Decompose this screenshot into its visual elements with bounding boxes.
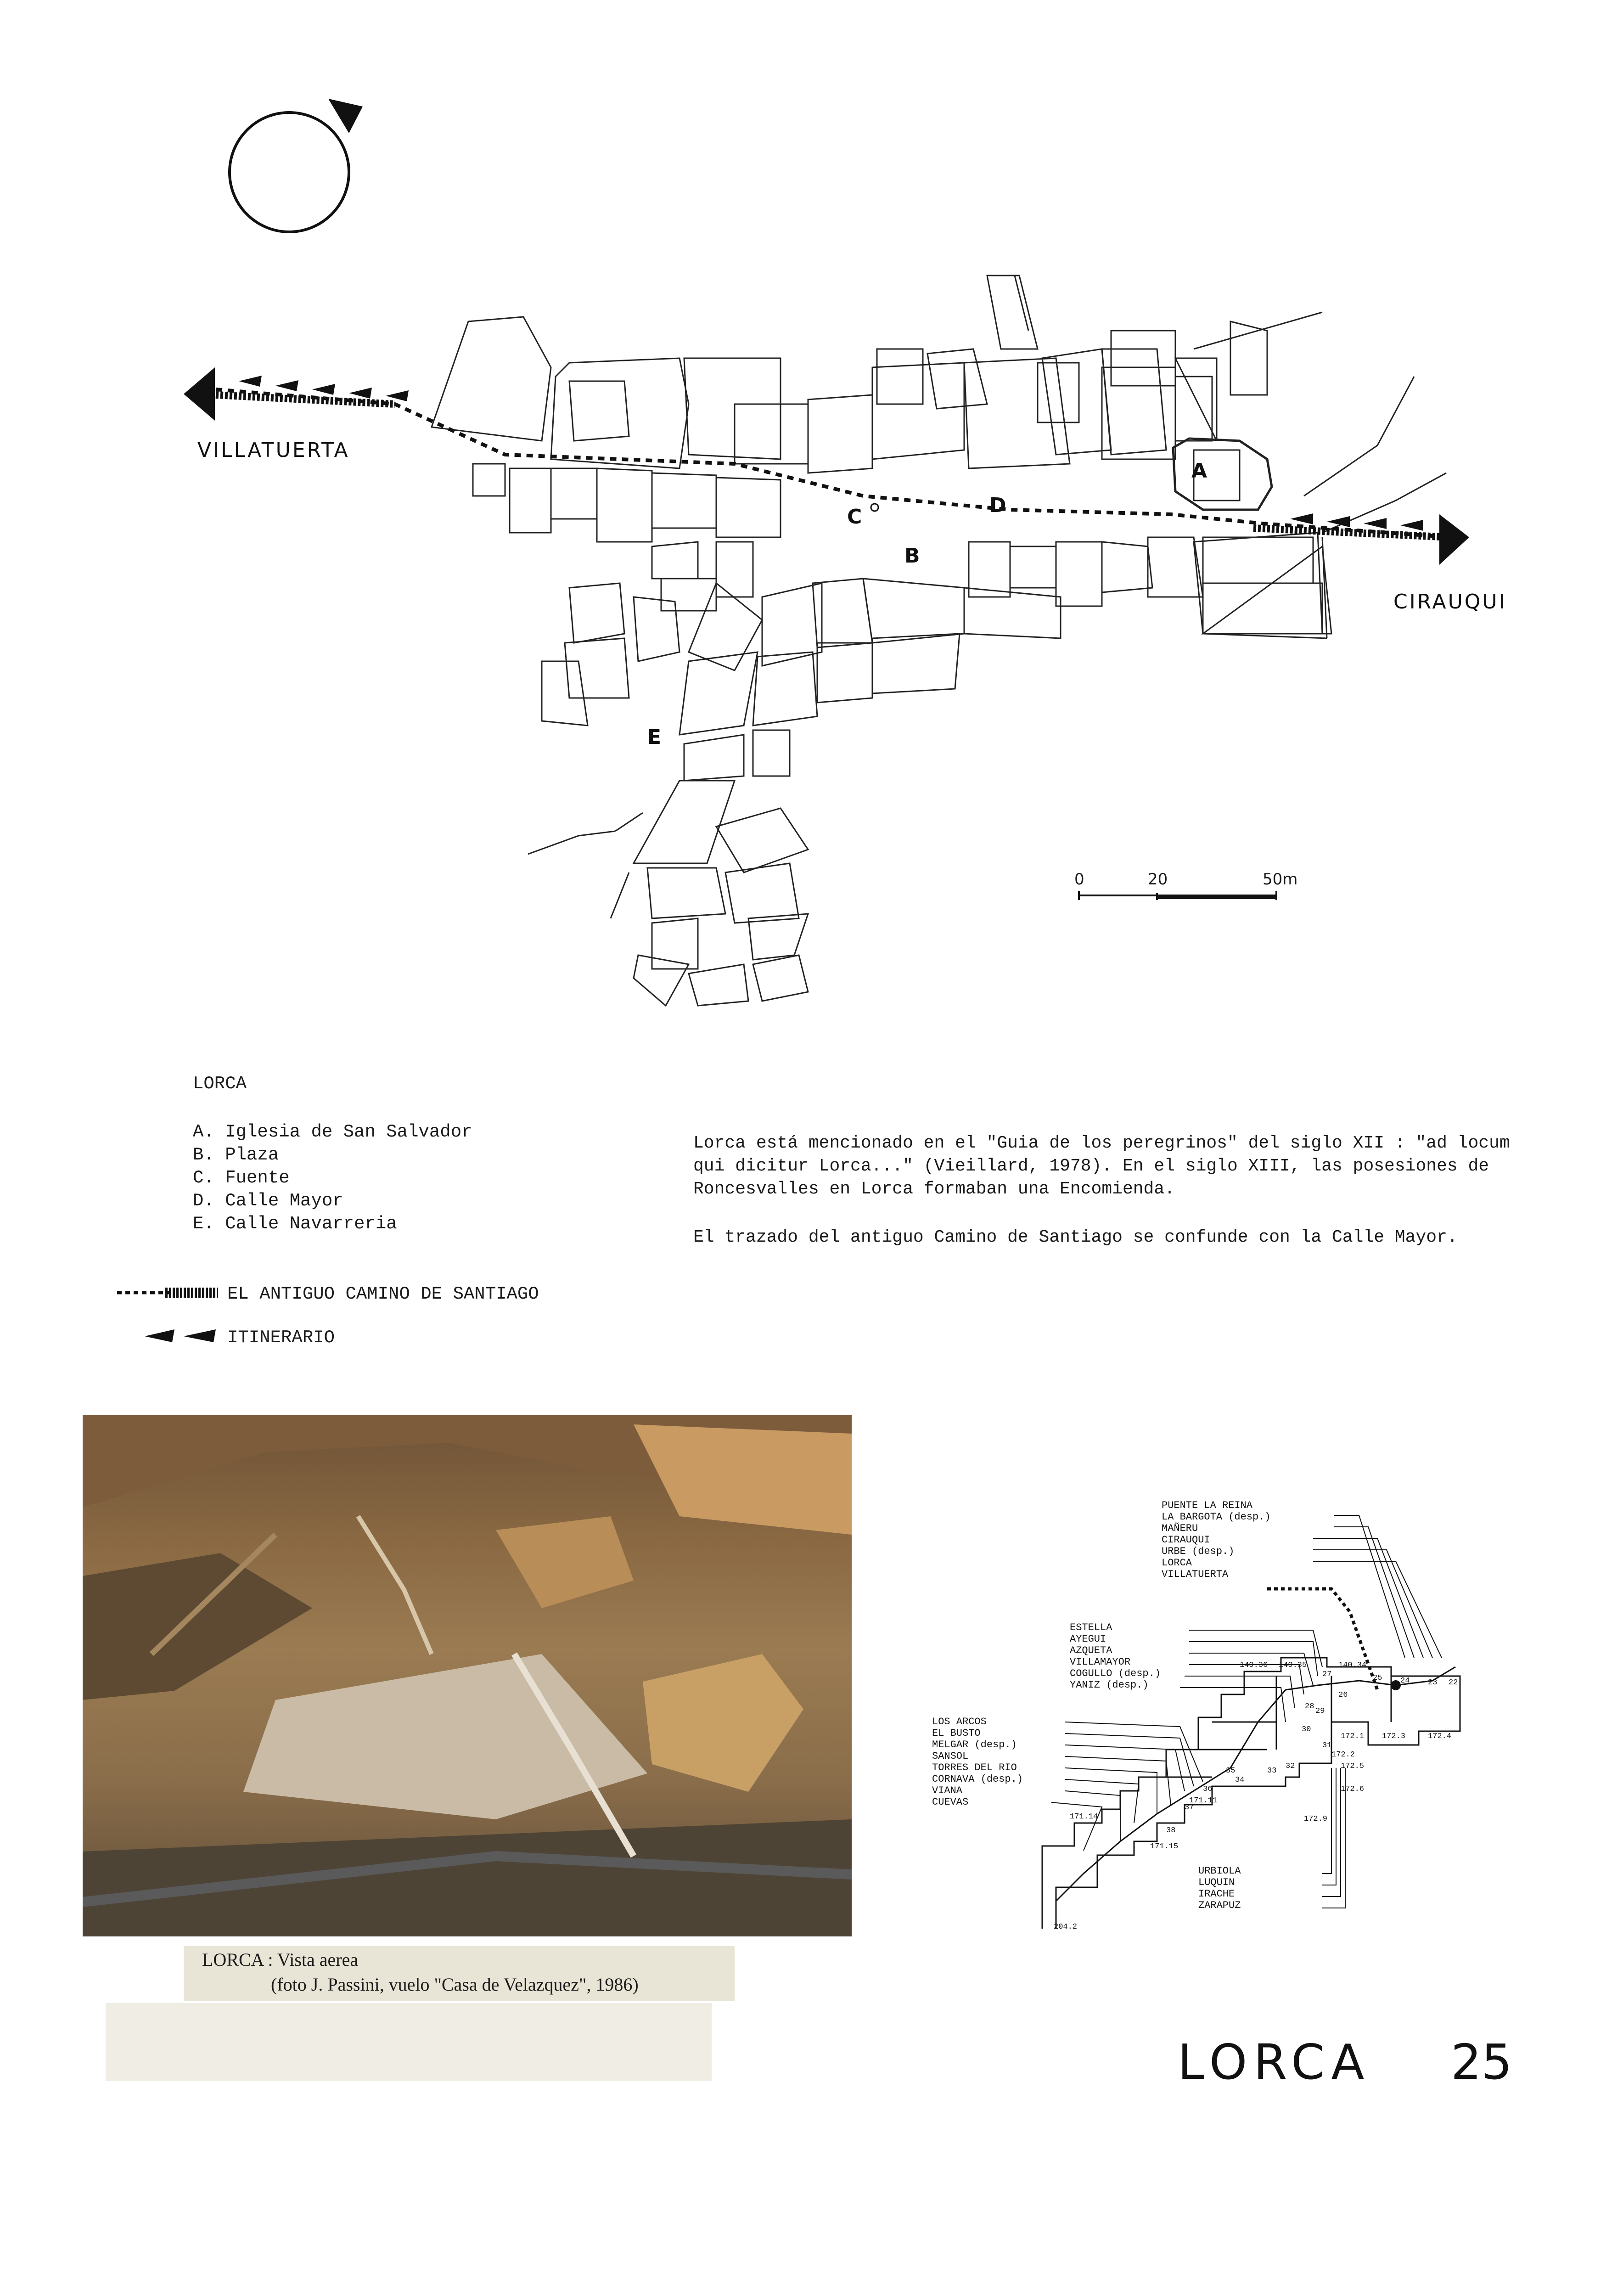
route-sheet-number: 29 [1315, 1707, 1325, 1716]
route-sheet-number: 25 [1373, 1674, 1382, 1683]
route-sheet-number: 22 [1449, 1678, 1458, 1687]
legend-item: E. Calle Navarreria [193, 1214, 397, 1234]
route-coordinate: 172.2 [1331, 1750, 1355, 1759]
route-place-label: MAÑERU [1162, 1523, 1198, 1534]
route-place-label: SANSOL [932, 1750, 969, 1762]
lorca-dot-icon [1391, 1680, 1401, 1690]
legend-item: C. Fuente [193, 1168, 290, 1188]
route-sheet-number: 31 [1322, 1741, 1332, 1750]
route-place-label: VIANA [932, 1785, 963, 1796]
route-sheet-number: 38 [1166, 1826, 1176, 1835]
route-place-label: AYEGUI [1070, 1633, 1106, 1645]
label-villatuerta: VILLATUERTA [197, 439, 350, 462]
route-sheet-number: 32 [1286, 1762, 1295, 1771]
page-number: 25 [1451, 2034, 1512, 2090]
label-e: E [647, 726, 662, 749]
route-place-label: PUENTE LA REINA [1162, 1500, 1253, 1511]
route-place-label: COGULLO (desp.) [1070, 1668, 1161, 1679]
legend-camino: EL ANTIGUO CAMINO DE SANTIAGO [227, 1284, 539, 1304]
photo-caption-line1: LORCA : Vista aerea [202, 1949, 359, 1970]
label-a: A [1191, 459, 1207, 483]
route-sheet-number: 24 [1400, 1677, 1410, 1685]
camino-path [216, 389, 1451, 537]
route-place-label: EL BUSTO [932, 1728, 981, 1739]
photo-caption-line2: (foto J. Passini, vuelo "Casa de Velazquez", 1986) [271, 1974, 639, 1995]
aerial-photo [83, 1415, 852, 1936]
description-paragraph: Lorca está mencionado en el "Guia de los peregrinos" del siglo XII : "ad locum qui dicitur Lorca..." (Vieillard, 1978). En el siglo XIII, las posesiones de Roncesvalles en Lorca formaban una Encomienda. [693, 1133, 1510, 1199]
route-place-label: URBE (desp.) [1162, 1546, 1235, 1557]
leader-lines [1051, 1515, 1442, 1908]
legend-itinerario: ITINERARIO [227, 1328, 335, 1348]
photo-caption-box [184, 1946, 735, 2001]
route-place-label: IRACHE [1198, 1888, 1235, 1900]
label-b: B [904, 544, 920, 568]
itinerary-legend-icon [142, 1325, 220, 1348]
route-coordinate: 172.6 [1341, 1785, 1365, 1794]
route-place-label: URBIOLA [1198, 1865, 1241, 1877]
route-place-label: VILLATUERTA [1162, 1569, 1229, 1580]
legend-item: D. Calle Mayor [193, 1191, 343, 1211]
route-place-label: YANIZ (desp.) [1070, 1679, 1149, 1691]
route-coordinate: 172.1 [1341, 1732, 1365, 1741]
camino-legend-icon [115, 1281, 220, 1304]
route-coordinate: 172.4 [1428, 1732, 1452, 1741]
route-place-label: LUQUIN [1198, 1877, 1235, 1888]
church-outline [1173, 439, 1272, 510]
footer-title: LORCA [1178, 2034, 1371, 2090]
route-sheet-number: 36 [1203, 1785, 1213, 1794]
scale-fifty: 50m [1263, 870, 1298, 889]
route-place-label: CORNAVA (desp.) [932, 1773, 1023, 1785]
fuente-marker-icon [871, 504, 878, 511]
north-arrow-icon [328, 99, 363, 133]
route-coordinate: 140.36 [1240, 1661, 1268, 1670]
legend-title: LORCA [193, 1074, 247, 1094]
north-compass-icon [230, 113, 349, 232]
route-sheet-number: 30 [1302, 1725, 1311, 1734]
scale-twenty: 20 [1148, 870, 1168, 889]
route-coordinate: 172.9 [1304, 1815, 1328, 1823]
legend-item: A. Iglesia de San Salvador [193, 1122, 472, 1142]
route-place-label: AZQUETA [1070, 1645, 1112, 1656]
route-place-label: ESTELLA [1070, 1622, 1112, 1633]
west-arrow-icon [184, 367, 215, 421]
scale-zero: 0 [1074, 870, 1084, 889]
legend-item: B. Plaza [193, 1145, 279, 1165]
route-sheet-number: 33 [1267, 1767, 1277, 1775]
route-place-label: MELGAR (desp.) [932, 1739, 1017, 1750]
route-sheet-number: 26 [1338, 1691, 1348, 1699]
label-d: D [989, 494, 1006, 517]
route-place-label: TORRES DEL RIO [932, 1762, 1017, 1773]
legend-list [193, 1120, 472, 1235]
route-place-label: CIRAUQUI [1162, 1534, 1210, 1546]
faded-paper-strip [106, 2003, 712, 2081]
route-coordinate: 172.3 [1382, 1732, 1406, 1741]
east-arrow-icon [1439, 514, 1469, 565]
route-sheet-number: 28 [1305, 1702, 1314, 1711]
route-place-label: CUEVAS [932, 1796, 969, 1808]
route-sheet-diagram [918, 1492, 1561, 1929]
route-coordinate: 171.14 [1070, 1812, 1098, 1821]
route-coordinate: 204.2 [1054, 1923, 1078, 1929]
route-sheet-number: 35 [1226, 1767, 1236, 1775]
label-c: C [847, 505, 862, 529]
route-sheet-number: 37 [1185, 1803, 1194, 1812]
route-coordinate: 140.35 [1279, 1661, 1307, 1670]
route-place-label: ZARAPUZ [1198, 1900, 1241, 1911]
route-sheet-number: 23 [1428, 1678, 1438, 1687]
label-cirauqui: CIRAUQUI [1393, 590, 1507, 613]
route-line [1056, 1667, 1455, 1901]
scale-bar [1079, 891, 1276, 900]
route-place-label: LA BARGOTA (desp.) [1162, 1511, 1271, 1523]
route-coordinate: 171.11 [1189, 1796, 1218, 1805]
route-coordinate: 140.34 [1338, 1661, 1367, 1670]
sheet-grid [1042, 1658, 1460, 1929]
route-place-label: LOS ARCOS [932, 1716, 987, 1728]
route-place-label: LORCA [1162, 1557, 1192, 1569]
description-paragraph-2: El trazado del antiguo Camino de Santiago se confunde con la Calle Mayor. [693, 1227, 1458, 1247]
route-coordinate: 171.15 [1150, 1842, 1179, 1851]
route-sheet-number: 34 [1235, 1776, 1245, 1784]
route-place-label: VILLAMAYOR [1070, 1656, 1131, 1668]
route-coordinate: 172.5 [1341, 1762, 1365, 1771]
town-plan-map [0, 0, 1623, 1010]
route-sheet-number: 27 [1322, 1670, 1332, 1679]
